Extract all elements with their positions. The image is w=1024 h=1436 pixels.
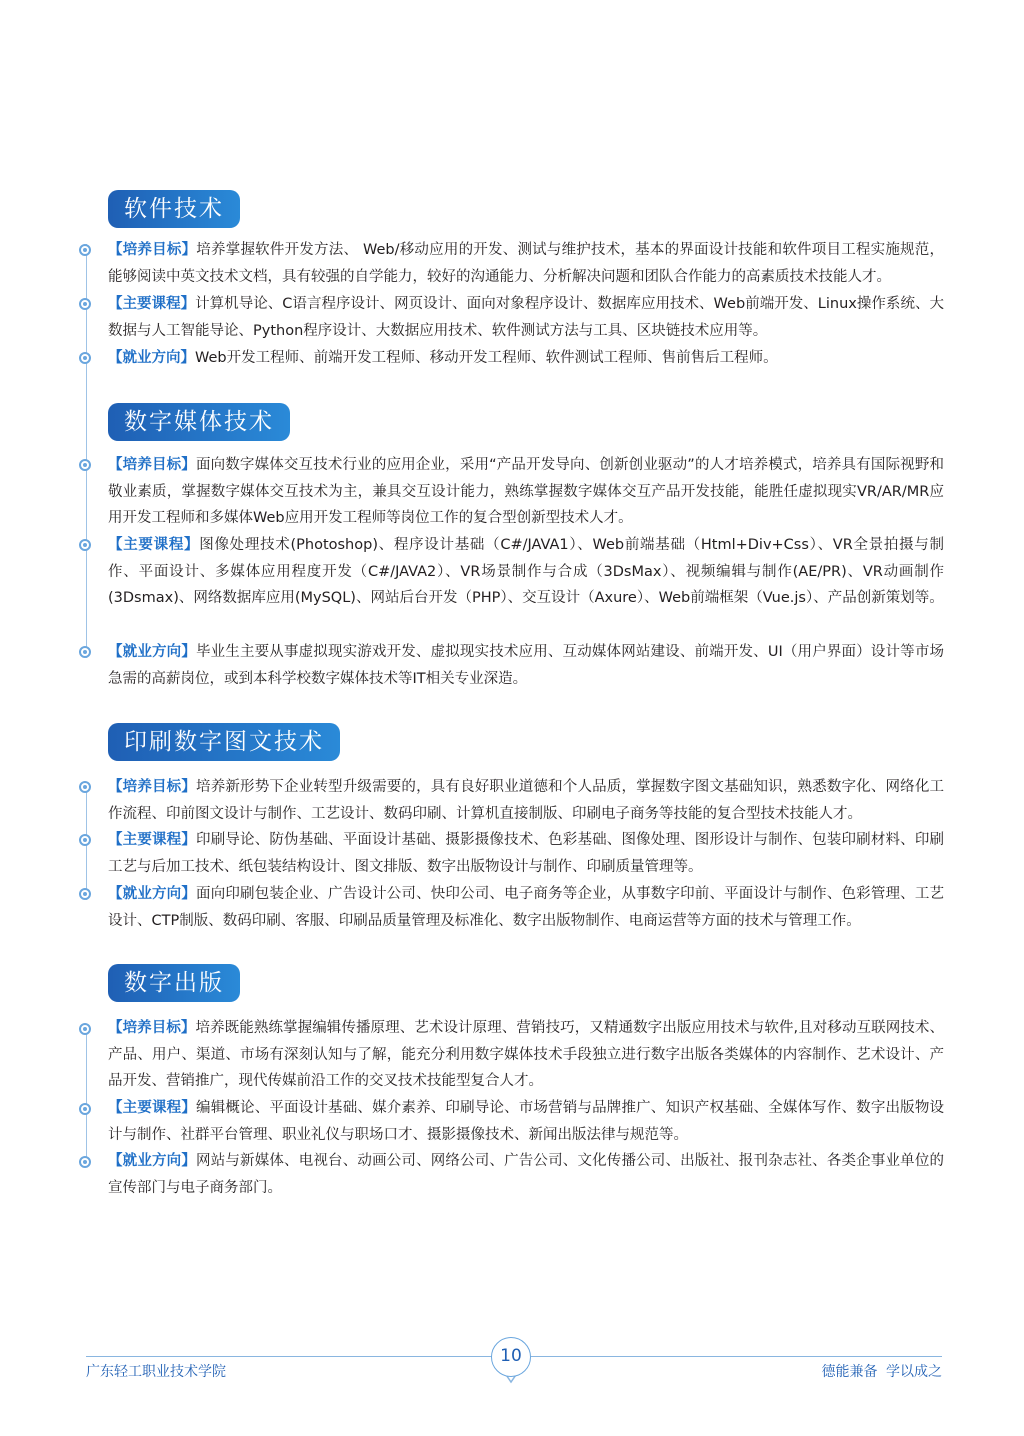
item-text [108, 532, 944, 612]
item-body: 网站与新媒体、电视台、动画公司、网络公司、广告公司、文化传播公司、出版社、报刊杂志社、各类企事业单位的宣传部门与电子商务部门。 [108, 1153, 945, 1196]
section-title: 软件技术 [108, 190, 240, 228]
item-body: Web开发工程师、前端开发工程师、移动开发工程师、软件测试工程师、售前售后工程师。 [195, 350, 778, 366]
circle-bullet-icon [79, 459, 91, 471]
item-body: 编辑概论、平面设计基础、媒介素养、印刷导论、市场营销与品牌推广、知识产权基础、全媒体写作、数字出版物设计与制作、社群平台管理、职业礼仪与职场口才、摄影摄像技术、新闻出版法律与规范等。 [108, 1100, 945, 1143]
item-text [108, 1095, 944, 1148]
item-text [108, 774, 944, 827]
item-label: 【就业方向】 [108, 350, 195, 366]
circle-bullet-icon [79, 1156, 91, 1168]
item-text [108, 639, 944, 692]
item-text [108, 827, 944, 880]
item-text [108, 345, 944, 372]
footer-school-name: 广东轻工职业技术学院 [86, 1364, 226, 1380]
circle-bullet-icon [79, 1023, 91, 1035]
section-title: 印刷数字图文技术 [108, 723, 340, 761]
circle-bullet-icon [79, 539, 91, 551]
item-label: 【培养目标】 [108, 242, 197, 258]
circle-bullet-icon [79, 298, 91, 310]
item-label: 【培养目标】 [108, 779, 197, 795]
circle-bullet-icon [79, 352, 91, 364]
item-text [108, 881, 944, 934]
item-body: 印刷导论、防伪基础、平面设计基础、摄影摄像技术、色彩基础、图像处理、图形设计与制作、包装印刷材料、印刷工艺与后加工技术、纸包装结构设计、图文排版、数字出版物设计与制作、印刷质量管理等。 [108, 832, 945, 875]
item-label: 【就业方向】 [108, 886, 197, 902]
circle-bullet-icon [79, 834, 91, 846]
item-body: 面向数字媒体交互技术行业的应用企业，采用“产品开发导向、创新创业驱动”的人才培养模式，培养具有国际视野和敬业素质，掌握数字媒体交互技术为主，兼具交互设计能力，熟练掌握数字媒体交互产品开发技能，能胜任虚拟现实VR/AR/MR应用开发工程师和多媒体Web应用开发工程师等岗位工作的复合型创新型技术人才。 [108, 457, 944, 526]
item-label: 【主要课程】 [108, 1100, 197, 1116]
item-body: 图像处理技术(Photoshop)、程序设计基础（C#/JAVA1）、Web前端基础（Html+Div+Css）、VR全景拍摄与制作、平面设计、多媒体应用程度开发（C#/JAVA2）、VR场景制作与合成（3DsMax）、视频编辑与制作(AE/PR)、VR动画制作(3Dsmax)、网络数据库应用(MySQL)、网站后台开发（PHP）、交互设计（Axure）、Web前端框架（Vue.js）、产品创新策划等。 [108, 537, 945, 606]
item-label: 【主要课程】 [108, 537, 200, 553]
item-label: 【培养目标】 [108, 1020, 196, 1036]
item-label: 【主要课程】 [108, 832, 197, 848]
section-title: 数字出版 [108, 964, 240, 1002]
item-label: 【培养目标】 [108, 457, 196, 473]
footer-divider [86, 1356, 492, 1357]
circle-bullet-icon [79, 888, 91, 900]
timeline-line [86, 462, 87, 658]
circle-bullet-icon [79, 244, 91, 256]
item-body: 计算机导论、C语言程序设计、网页设计、面向对象程序设计、数据库应用技术、Web前端开发、Linux操作系统、大数据与人工智能导论、Python程序设计、大数据应用技术、软件测试方法与工具、区块链技术应用等。 [108, 296, 944, 339]
item-body: 毕业生主要从事虚拟现实游戏开发、虚拟现实技术应用、互动媒体网站建设、前端开发、UI（用户界面）设计等市场急需的高薪岗位，或到本科学校数字媒体技术等IT相关专业深造。 [108, 644, 945, 687]
item-label: 【主要课程】 [108, 296, 196, 312]
item-text [108, 291, 944, 344]
section-title: 数字媒体技术 [108, 403, 290, 441]
item-text [108, 452, 944, 532]
item-text [108, 237, 944, 290]
item-label: 【就业方向】 [108, 1153, 197, 1169]
page-number: 10 [491, 1337, 531, 1377]
item-text [108, 1015, 944, 1095]
footer-divider [531, 1356, 942, 1357]
timeline-line [86, 1026, 87, 1162]
circle-bullet-icon [79, 781, 91, 793]
item-body: 培养新形势下企业转型升级需要的，具有良好职业道德和个人品质，掌握数字图文基础知识，熟悉数字化、网络化工作流程、印前图文设计与制作、工艺设计、数码印刷、计算机直接制版、印刷电子商务等技能的复合型技术技能人才。 [108, 779, 945, 822]
item-body: 面向印刷包装企业、广告设计公司、快印公司、电子商务等企业，从事数字印前、平面设计与制作、色彩管理、工艺设计、CTP制版、数码印刷、客服、印刷品质量管理及标准化、数字出版物制作、电商运营等方面的技术与管理工作。 [108, 886, 945, 929]
item-body: 培养掌握软件开发方法、 Web/移动应用的开发、测试与维护技术，基本的界面设计技能和软件项目工程实施规范，能够阅读中英文技术文档，具有较强的自学能力，较好的沟通能力、分析解决问题和团队合作能力的高素质技术技能人才。 [108, 242, 944, 285]
item-text [108, 1148, 944, 1201]
circle-bullet-icon [79, 1103, 91, 1115]
footer-motto: 德能兼备 学以成之 [821, 1364, 942, 1380]
item-body: 培养既能熟练掌握编辑传播原理、艺术设计原理、营销技巧，又精通数字出版应用技术与软件,且对移动互联网技术、产品、用户、渠道、市场有深刻认知与了解，能充分利用数字媒体技术手段独立进行数字出版各类媒体的内容制作、艺术设计、产品开发、营销推广，现代传媒前沿工作的交叉技术技能型复合人才。 [108, 1020, 944, 1089]
circle-bullet-icon [79, 646, 91, 658]
item-label: 【就业方向】 [108, 644, 196, 660]
